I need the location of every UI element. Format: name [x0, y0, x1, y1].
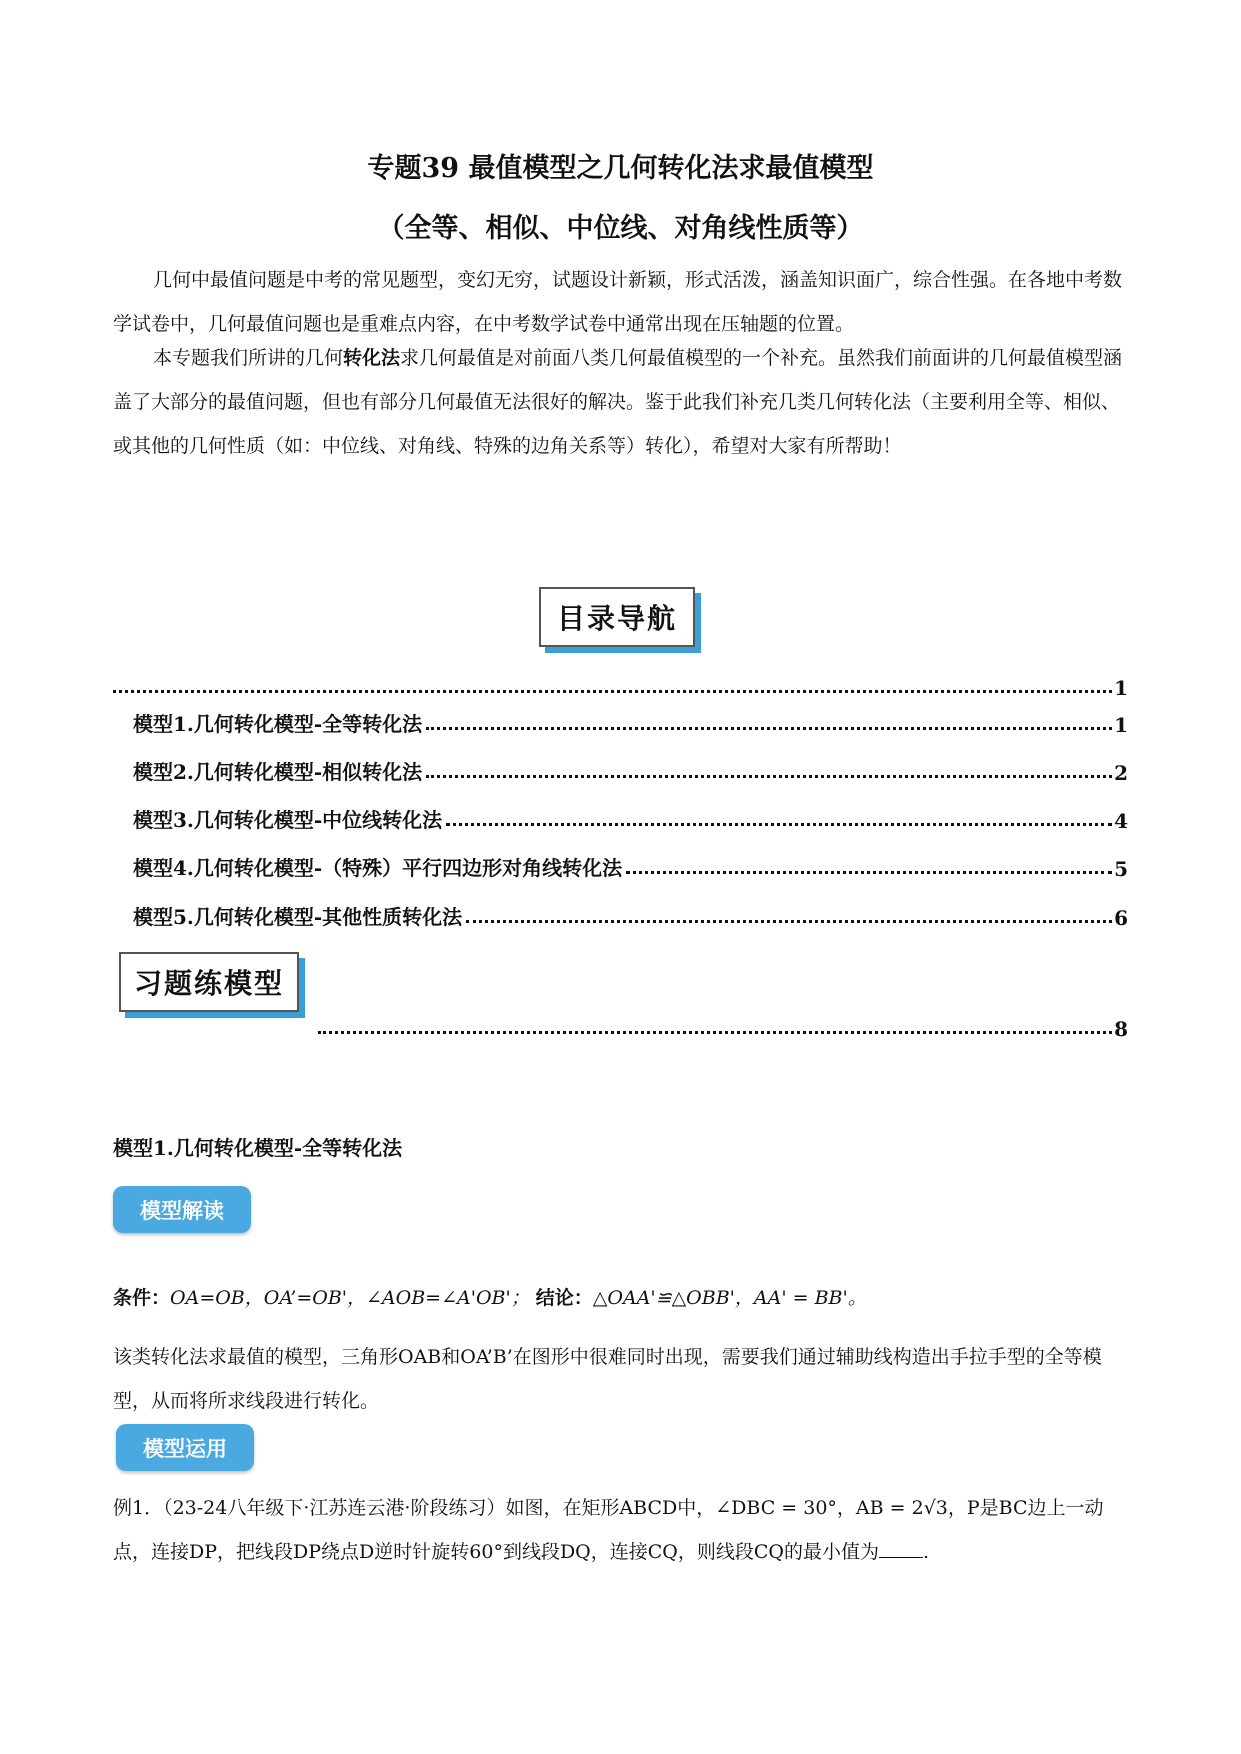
conclusion-text: △OAA'≌△OBB'，AA' = BB'。	[592, 1287, 867, 1309]
toc-dots	[426, 775, 1112, 778]
toc-row-practice[interactable]	[318, 1011, 1128, 1041]
toc-page: 8	[1114, 1017, 1128, 1041]
toc-row-1[interactable]	[133, 707, 1128, 737]
intro-paragraph-1: 几何中最值问题是中考的常见题型，变幻无穷，试题设计新颖，形式活泼，涵盖知识面广，综合性强。在各地中考数学试卷中，几何最值问题也是重难点内容，在中考数学试卷中通常出现在压轴题的位置。	[113, 269, 1123, 335]
toc-label: 模型3.几何转化模型-中位线转化法	[133, 808, 443, 832]
toc-dots	[318, 1031, 1112, 1034]
toc-label: 模型4.几何转化模型-（特殊）平行四边形对角线转化法	[133, 856, 623, 880]
condition-line	[113, 1283, 1133, 1313]
toc-dots	[466, 920, 1112, 923]
toc-page: 5	[1114, 857, 1128, 881]
example-end: .	[923, 1541, 930, 1563]
toc-row-5[interactable]	[133, 900, 1128, 930]
toc-page: 1	[1114, 713, 1128, 737]
practice-heading-box	[119, 952, 299, 1012]
toc-dots	[113, 690, 1112, 693]
answer-blank[interactable]	[879, 1539, 923, 1558]
toc-heading-box	[539, 587, 695, 647]
model-explanation: 该类转化法求最值的模型，三角形OAB和OA’B’在图形中很难同时出现，需要我们通过辅助线构造出手拉手型的全等模型，从而将所求线段进行转化。	[113, 1346, 1102, 1412]
toc-row-4[interactable]	[133, 851, 1128, 881]
toc-page: 1	[1114, 676, 1128, 700]
intro-p2-after: 求几何最值是对前面八类几何最值模型的一个补充。虽然我们前面讲的几何最值模型涵盖了大部分的最值问题，但也有部分几何最值无法很好的解决。鉴于此我们补充几类几何转化法（主要利用全等、相似、或其他的几何性质（如：中位线、对角线、特殊的边角关系等）转化），希望对大家有所帮助！	[113, 347, 1123, 457]
conclusion-label: 结论：	[535, 1287, 593, 1309]
toc-row-0[interactable]	[113, 670, 1128, 700]
toc-dots	[626, 871, 1112, 874]
page-title: 专题39 最值模型之几何转化法求最值模型	[367, 153, 874, 184]
intro-p2-bold: 转化法	[343, 347, 401, 369]
toc-label: 模型2.几何转化模型-相似转化法	[133, 760, 423, 784]
example-1	[113, 1486, 1133, 1574]
section-heading: 模型1.几何转化模型-全等转化法	[113, 1136, 403, 1160]
example-text: 例1．（23-24八年级下·江苏连云港·阶段练习）如图，在矩形ABCD中，∠DBC = 30°，AB = 2√3，P是BC边上一动点，连接DP，把线段DP绕点D逆时针旋转60°到线段DQ，连接CQ，则线段CQ的最小值为	[113, 1497, 1104, 1563]
toc-heading: 目录导航	[556, 602, 677, 635]
toc-label: 模型5.几何转化模型-其他性质转化法	[133, 905, 463, 929]
practice-heading: 习题练模型	[133, 967, 284, 1000]
toc-page: 6	[1114, 906, 1128, 930]
toc-dots	[446, 823, 1112, 826]
model-use-tag	[116, 1424, 254, 1471]
model-read-label: 模型解读	[140, 1198, 224, 1223]
toc-row-2[interactable]	[133, 755, 1128, 785]
model-use-label: 模型运用	[143, 1436, 227, 1461]
intro-p2-before: 本专题我们所讲的几何	[153, 347, 344, 369]
toc-page: 2	[1114, 761, 1128, 785]
page-subtitle: （全等、相似、中位线、对角线性质等）	[377, 213, 864, 244]
condition-label: 条件：	[113, 1287, 171, 1309]
intro-paragraph-2	[113, 336, 1133, 468]
toc-dots	[426, 727, 1112, 730]
condition-text: OA=OB，OA’=OB'，∠AOB=∠A'OB'；	[170, 1287, 530, 1309]
toc-label: 模型1.几何转化模型-全等转化法	[133, 712, 423, 736]
toc-row-3[interactable]	[133, 803, 1128, 833]
toc-page: 4	[1114, 809, 1128, 833]
model-read-tag	[113, 1186, 251, 1233]
